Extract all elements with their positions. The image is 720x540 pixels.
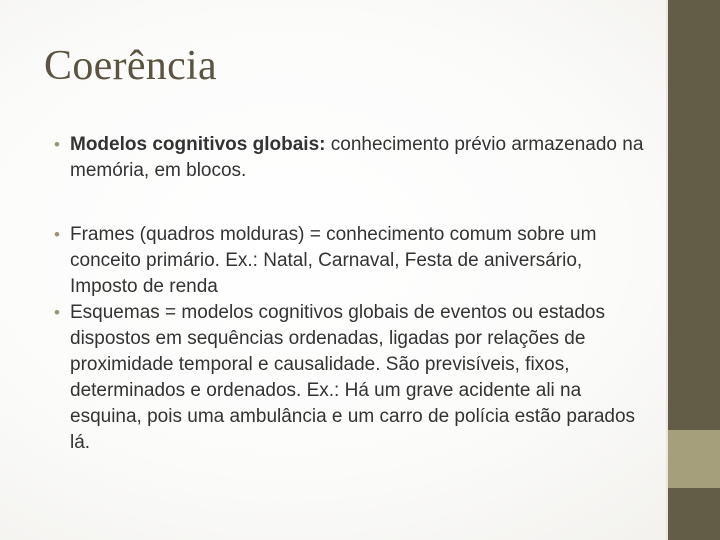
bullet-item-frames [54, 222, 654, 300]
bullet-icon: • [54, 135, 60, 154]
sidebar-accent-block [668, 430, 720, 488]
bullet-icon: • [54, 225, 60, 244]
bullet-text: Esquemas = modelos cognitivos globais de eventos ou estados dispostos em sequências ordenadas, ligadas por relações de proximidade temporal e causalidade. São previsíveis, fixos, determinados e ordenados. Ex.: Há um grave acidente ali na esquina, pois uma ambulância e um carro de polícia estão parados lá. [70, 302, 636, 453]
slide-title: Coerência [44, 43, 217, 89]
bullet-item-esquemas [54, 300, 654, 456]
bullet-text: conhecimento prévio armazenado na memória, em blocos. [70, 134, 644, 181]
bullet-item-modelos [54, 132, 654, 184]
bullet-list [54, 132, 654, 456]
bullet-term: Modelos cognitivos globais: [70, 134, 326, 155]
bullet-spacer [54, 184, 654, 222]
bullet-icon: • [54, 303, 60, 322]
bullet-text: Frames (quadros molduras) = conhecimento comum sobre um conceito primário. Ex.: Natal, Carnaval, Festa de aniversário, Imposto de renda [70, 224, 597, 297]
